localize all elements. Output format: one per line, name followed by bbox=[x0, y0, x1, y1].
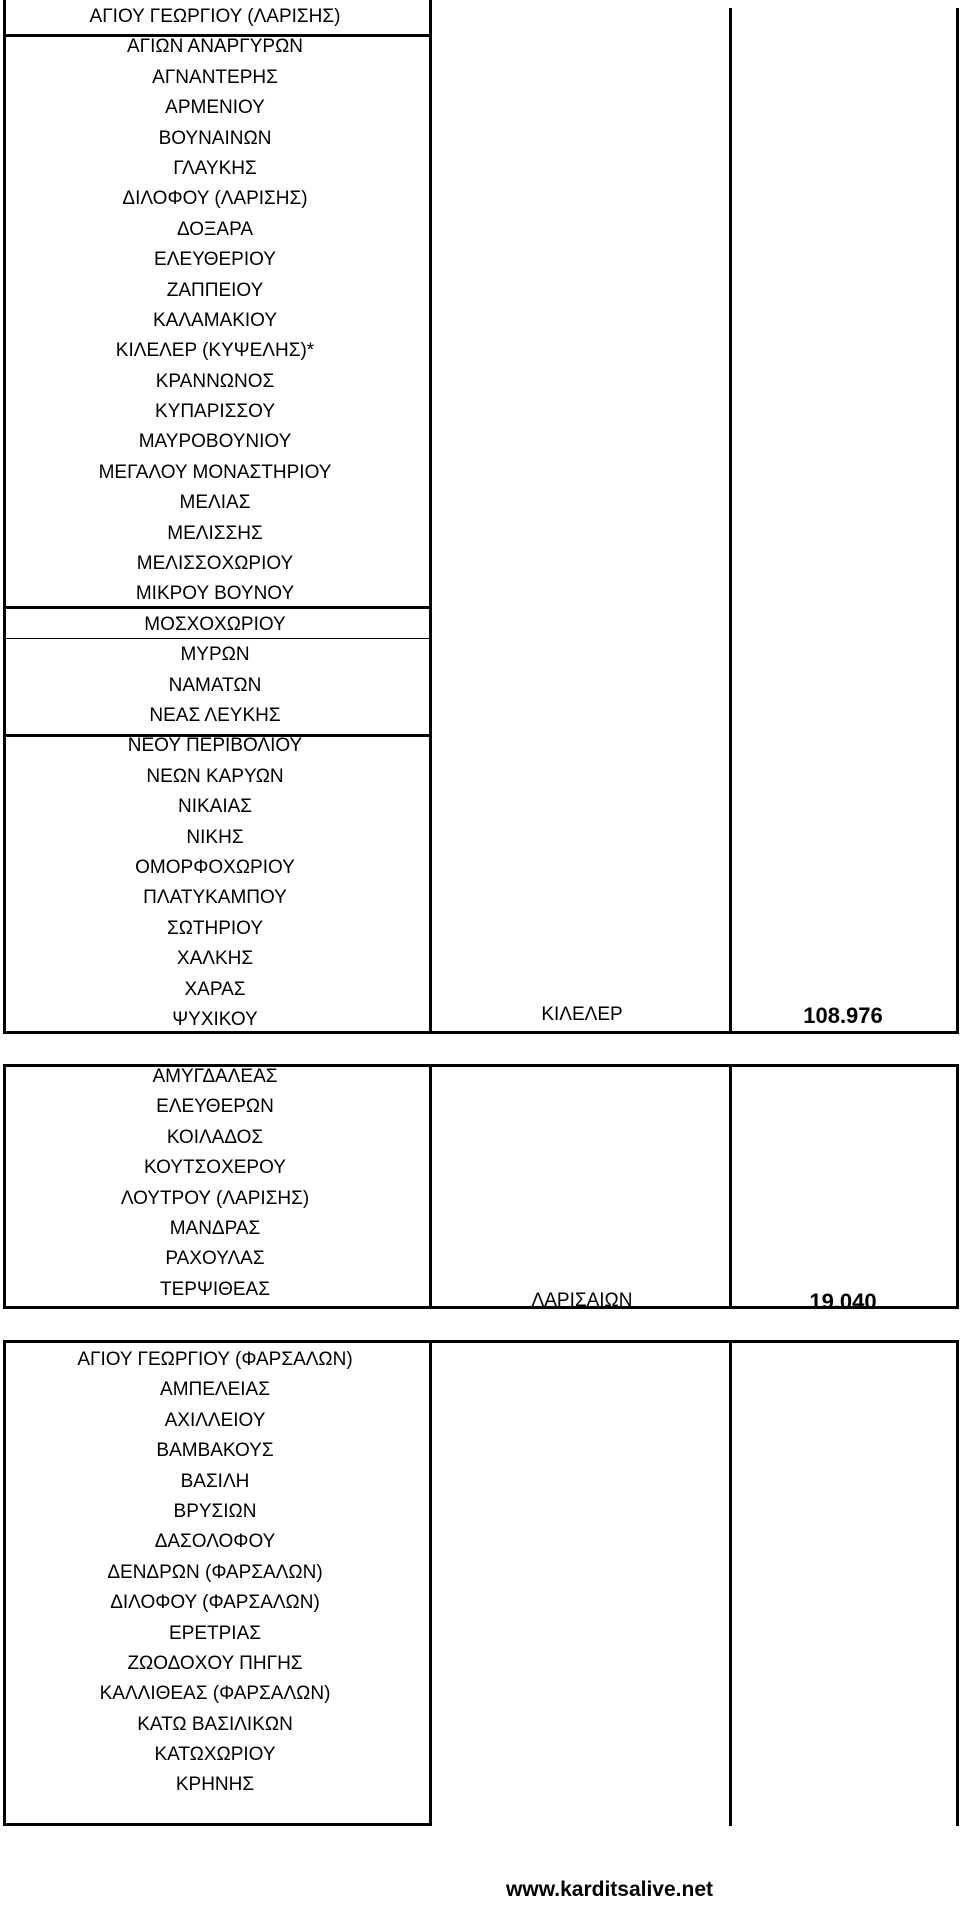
village-name: ΚΙΛΕΛΕΡ (ΚΥΨΕΛΗΣ)* bbox=[115, 340, 315, 362]
village-name: ΝΙΚΑΙΑΣ bbox=[177, 796, 253, 818]
village-name: ΒΟΥΝΑΙΝΩΝ bbox=[158, 127, 272, 149]
village-name: ΣΩΤΗΡΙΟΥ bbox=[166, 917, 264, 939]
village-name: ΑΓΙΟΥ ΓΕΩΡΓΙΟΥ (ΛΑΡΙΣΗΣ) bbox=[89, 6, 341, 27]
village-name: ΜΕΛΙΣΣΗΣ bbox=[167, 522, 263, 544]
village-name: ΑΓΙΟΥ ΓΕΩΡΓΙΟΥ (ΦΑΡΣΑΛΩΝ) bbox=[77, 1349, 353, 1370]
village-name: ΕΛΕΥΘΕΡΩΝ bbox=[156, 1096, 274, 1118]
village-name: ΚΡΗΝΗΣ bbox=[175, 1774, 255, 1796]
column-divider bbox=[729, 8, 732, 1034]
village-name: ΚΡΑΝΝΩΝΟΣ bbox=[155, 370, 275, 392]
village-name: ΜΕΛΙΣΣΟΧΩΡΙΟΥ bbox=[136, 553, 294, 575]
village-name: ΜΙΚΡΟΥ ΒΟΥΝΟΥ bbox=[135, 583, 295, 605]
village-name: ΧΑΡΑΣ bbox=[184, 978, 246, 1000]
village-name: ΜΕΓΑΛΟΥ ΜΟΝΑΣΤΗΡΙΟΥ bbox=[98, 461, 332, 483]
village-name: ΓΛΑΥΚΗΣ bbox=[173, 157, 257, 179]
municipality-name: ΛΑΡΙΣΑΙΩΝ bbox=[531, 1290, 633, 1311]
village-name: ΑΡΜΕΝΙΟΥ bbox=[165, 97, 265, 119]
section-bottom-border bbox=[3, 1823, 432, 1826]
village-name: ΕΡΕΤΡΙΑΣ bbox=[169, 1622, 261, 1644]
village-name: ΚΥΠΑΡΙΣΣΟΥ bbox=[154, 401, 276, 423]
section-top-border bbox=[3, 1340, 959, 1343]
village-name: ΤΕΡΨΙΘΕΑΣ bbox=[160, 1278, 270, 1300]
population-value: 108.976 bbox=[803, 1003, 883, 1028]
village-name: ΖΩΟΔΟΧΟΥ ΠΗΓΗΣ bbox=[127, 1652, 303, 1674]
column-divider bbox=[729, 1340, 732, 1826]
village-name: ΜΑΥΡΟΒΟΥΝΙΟΥ bbox=[138, 431, 292, 453]
municipality-name: ΚΙΛΕΛΕΡ bbox=[541, 1004, 623, 1025]
village-name: ΜΟΣΧΟΧΩΡΙΟΥ bbox=[144, 613, 286, 635]
village-name: ΔΑΣΟΛΟΦΟΥ bbox=[154, 1531, 276, 1553]
column-divider bbox=[729, 1064, 732, 1309]
village-list bbox=[0, 1345, 430, 1801]
village-name: ΨΥΧΙΚΟΥ bbox=[172, 1008, 258, 1030]
village-name: ΚΑΛΛΙΘΕΑΣ (ΦΑΡΣΑΛΩΝ) bbox=[99, 1683, 331, 1705]
village-name: ΚΑΛΑΜΑΚΙΟΥ bbox=[152, 309, 277, 331]
table-border-right bbox=[956, 1064, 959, 1309]
village-name: ΖΑΠΠΕΙΟΥ bbox=[166, 279, 264, 301]
village-name: ΚΟΙΛΑΔΟΣ bbox=[166, 1126, 264, 1148]
village-name: ΒΑΣΙΛΗ bbox=[180, 1470, 250, 1492]
village-list bbox=[0, 1062, 430, 1305]
village-name: ΟΜΟΡΦΟΧΩΡΙΟΥ bbox=[135, 856, 295, 878]
website-url[interactable]: www.karditsalive.net bbox=[506, 1878, 713, 1901]
village-name: ΝΙΚΗΣ bbox=[186, 826, 244, 848]
village-name: ΜΕΛΙΑΣ bbox=[179, 492, 251, 514]
village-name: ΠΛΑΤΥΚΑΜΠΟΥ bbox=[143, 887, 287, 909]
village-name: ΑΧΙΛΛΕΙΟΥ bbox=[164, 1409, 266, 1431]
table-border-right bbox=[956, 8, 959, 1034]
village-name: ΝΕΩΝ ΚΑΡΥΩΝ bbox=[146, 765, 284, 787]
village-name: ΔΙΛΟΦΟΥ (ΦΑΡΣΑΛΩΝ) bbox=[110, 1592, 320, 1614]
village-name: ΜΑΝΔΡΑΣ bbox=[169, 1217, 261, 1239]
village-name: ΝΕΟΥ ΠΕΡΙΒΟΛΙΟΥ bbox=[127, 735, 303, 757]
population-value: 19.040 bbox=[809, 1289, 877, 1314]
village-name: ΕΛΕΥΘΕΡΙΟΥ bbox=[154, 249, 276, 271]
village-name: ΑΓΙΩΝ ΑΝΑΡΓΥΡΩΝ bbox=[126, 36, 304, 58]
village-name: ΑΓΝΑΝΤΕΡΗΣ bbox=[152, 66, 278, 88]
village-name: ΜΥΡΩΝ bbox=[180, 644, 250, 666]
table-border-right bbox=[956, 1340, 959, 1826]
village-name: ΡΑΧΟΥΛΑΣ bbox=[165, 1248, 265, 1270]
village-name: ΚΟΥΤΣΟΧΕΡΟΥ bbox=[144, 1157, 286, 1179]
village-name: ΧΑΛΚΗΣ bbox=[176, 948, 254, 970]
village-name: ΒΡΥΣΙΩΝ bbox=[173, 1500, 257, 1522]
village-name: ΒΑΜΒΑΚΟΥΣ bbox=[156, 1440, 274, 1462]
village-name: ΔΕΝΔΡΩΝ (ΦΑΡΣΑΛΩΝ) bbox=[107, 1561, 323, 1583]
village-name: ΔΟΞΑΡΑ bbox=[176, 218, 254, 240]
village-name: ΝΑΜΑΤΩΝ bbox=[168, 674, 262, 696]
village-name: ΑΜΥΓΔΑΛΕΑΣ bbox=[152, 1066, 278, 1087]
village-name: ΔΙΛΟΦΟΥ (ΛΑΡΙΣΗΣ) bbox=[122, 188, 308, 210]
village-name: ΝΕΑΣ ΛΕΥΚΗΣ bbox=[149, 704, 281, 726]
village-name: ΑΜΠΕΛΕΙΑΣ bbox=[160, 1379, 270, 1401]
village-list bbox=[0, 2, 430, 1035]
village-name: ΚΑΤΩ ΒΑΣΙΛΙΚΩΝ bbox=[137, 1713, 293, 1735]
village-name: ΛΟΥΤΡΟΥ (ΛΑΡΙΣΗΣ) bbox=[120, 1187, 310, 1209]
village-name: ΚΑΤΩΧΩΡΙΟΥ bbox=[154, 1744, 276, 1766]
